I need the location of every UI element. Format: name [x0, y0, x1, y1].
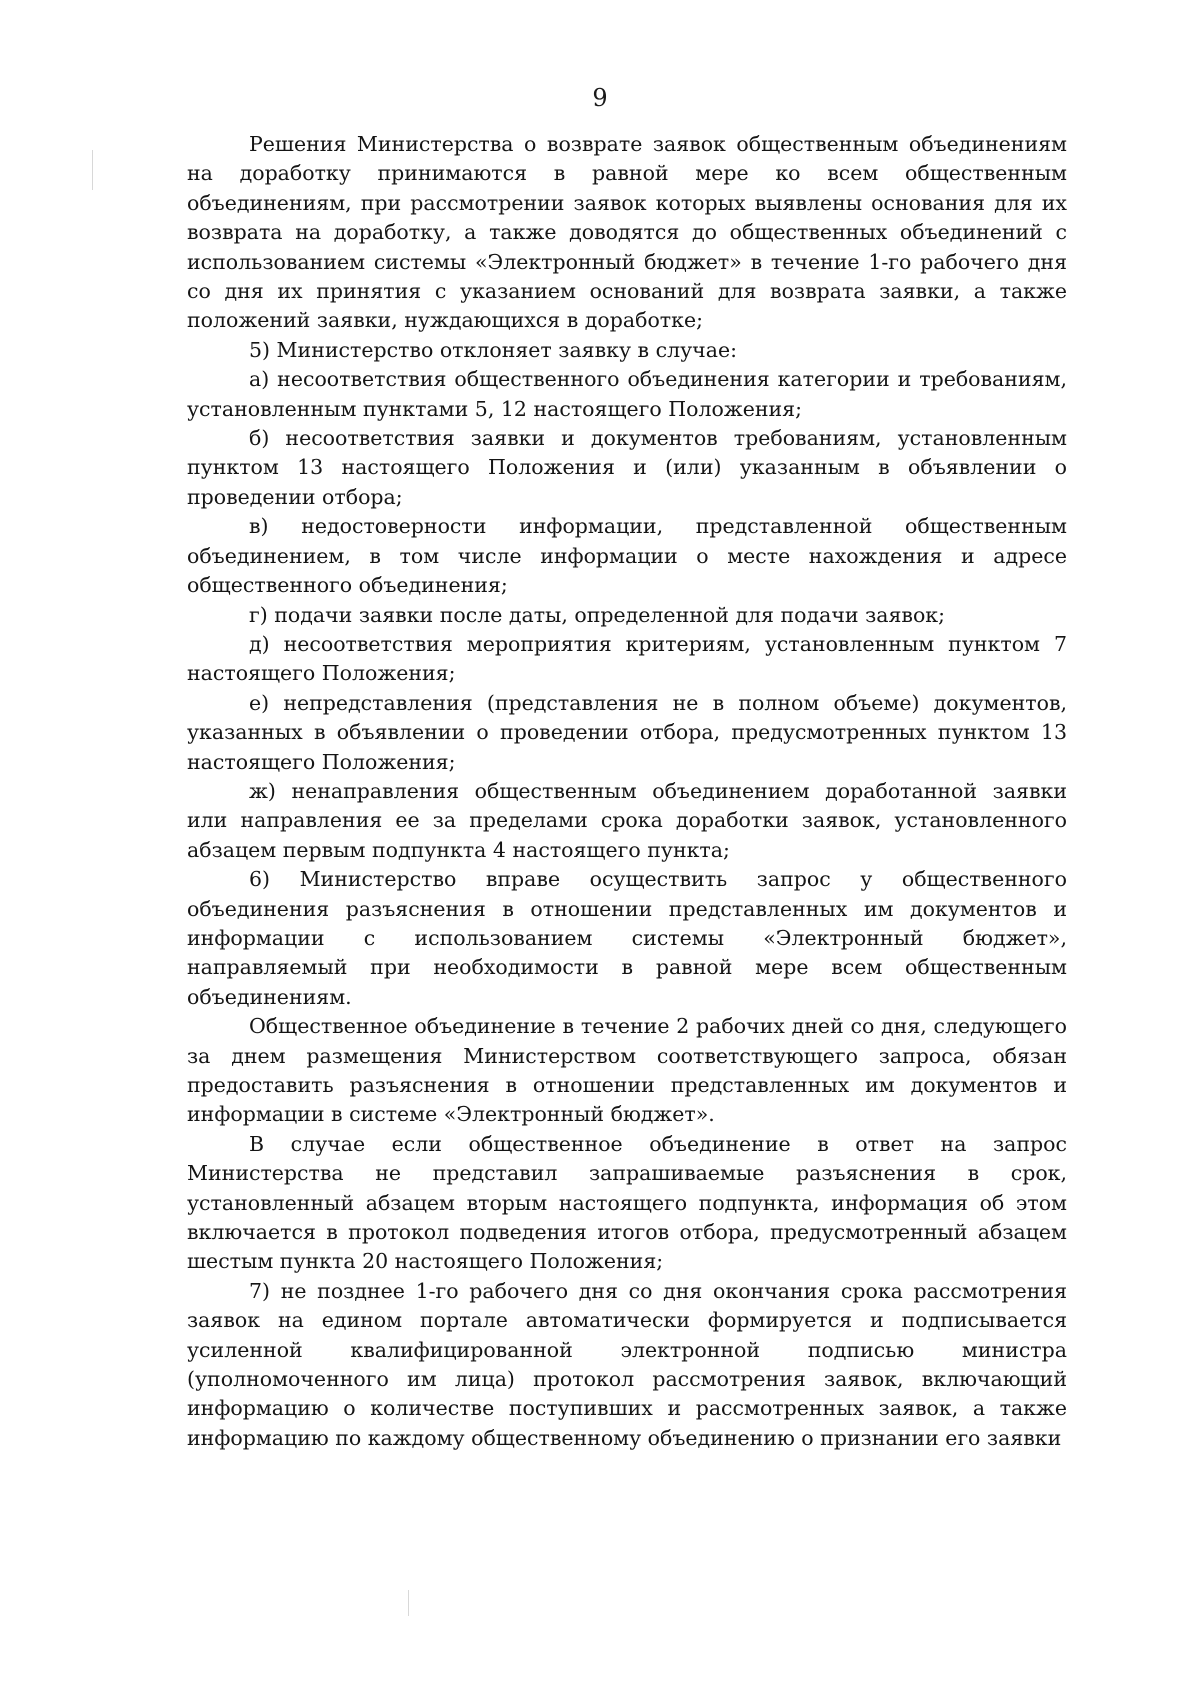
paragraph-item-5v: в) недостоверности информации, представленной общественным объединением, в том числе информации о месте нахождения и адресе общественного объединения;	[187, 514, 1067, 598]
paragraph-item-5a: а) несоответствия общественного объединения категории и требованиям, установленным пунктами 5, 12 настоящего Положения;	[187, 367, 1067, 421]
paragraph-item-6-no-response: В случае если общественное объединение в ответ на запрос Министерства не представил запрашиваемые разъяснения в срок, установленный абзацем вторым настоящего подпункта, информация об этом включается в протокол подведения итогов отбора, предусмотренный абзацем шестым пункта 20 настоящего Положения;	[187, 1131, 1067, 1274]
scan-artifact-line	[408, 1590, 409, 1616]
paragraph-item-5: 5) Министерство отклоняет заявку в случае:	[249, 337, 737, 362]
paragraph-item-7: 7) не позднее 1-го рабочего дня со дня окончания срока рассмотрения заявок на едином портале автоматически формируется и подписывается усиленной квалифицированной электронной подписью министра (уполномоченного им лица) протокол рассмотрения заявок, включающий информацию о количестве поступивших и рассмотренных заявок, а также информацию по каждому общественному объединению о признании его заявки	[187, 1278, 1067, 1450]
paragraph-return-decisions: Решения Министерства о возврате заявок общественным объединениям на доработку принимаются в равной мере ко всем общественным объединениям, при рассмотрении заявок которых выявлены основания для их возврата на доработку, а также доводятся до общественных объединений с использованием системы «Электронный бюджет» в течение 1-го рабочего дня со дня их принятия с указанием оснований для возврата заявки, а также положений заявки, нуждающихся в доработке;	[187, 132, 1067, 333]
paragraph-item-5zh: ж) ненаправления общественным объединением доработанной заявки или направления ее за пределами срока доработки заявок, установленного абзацем первым подпункта 4 настоящего пункта;	[187, 778, 1067, 862]
paragraph-item-5d: д) несоответствия мероприятия критериям, установленным пунктом 7 настоящего Положения;	[187, 631, 1067, 686]
paragraph-item-5g: г) подачи заявки после даты, определенной для подачи заявок;	[249, 602, 946, 627]
paragraph-item-6: 6) Министерство вправе осуществить запрос у общественного объединения разъяснения в отношении представленных им документов и информации с использованием системы «Электронный бюджет», направляемый при необходимости в равной мере всем общественным объединениям.	[187, 867, 1067, 1009]
paragraph-item-5e: е) непредставления (представления не в полном объеме) документов, указанных в объявлении о проведении отбора, предусмотренных пунктом 13 настоящего Положения;	[187, 690, 1067, 774]
document-body	[187, 130, 1067, 1453]
page-number: 9	[592, 84, 608, 112]
paragraph-item-6-response: Общественное объединение в течение 2 рабочих дней со дня, следующего за днем размещения Министерством соответствующего запроса, обязан предоставить разъяснения в отношении представленных им документов и информации в системе «Электронный бюджет».	[187, 1014, 1067, 1127]
scan-artifact-line	[92, 150, 93, 190]
paragraph-item-5b: б) несоответствия заявки и документов требованиям, установленным пунктом 13 настоящего Положения и (или) указанным в объявлении о проведении отбора;	[187, 426, 1067, 509]
